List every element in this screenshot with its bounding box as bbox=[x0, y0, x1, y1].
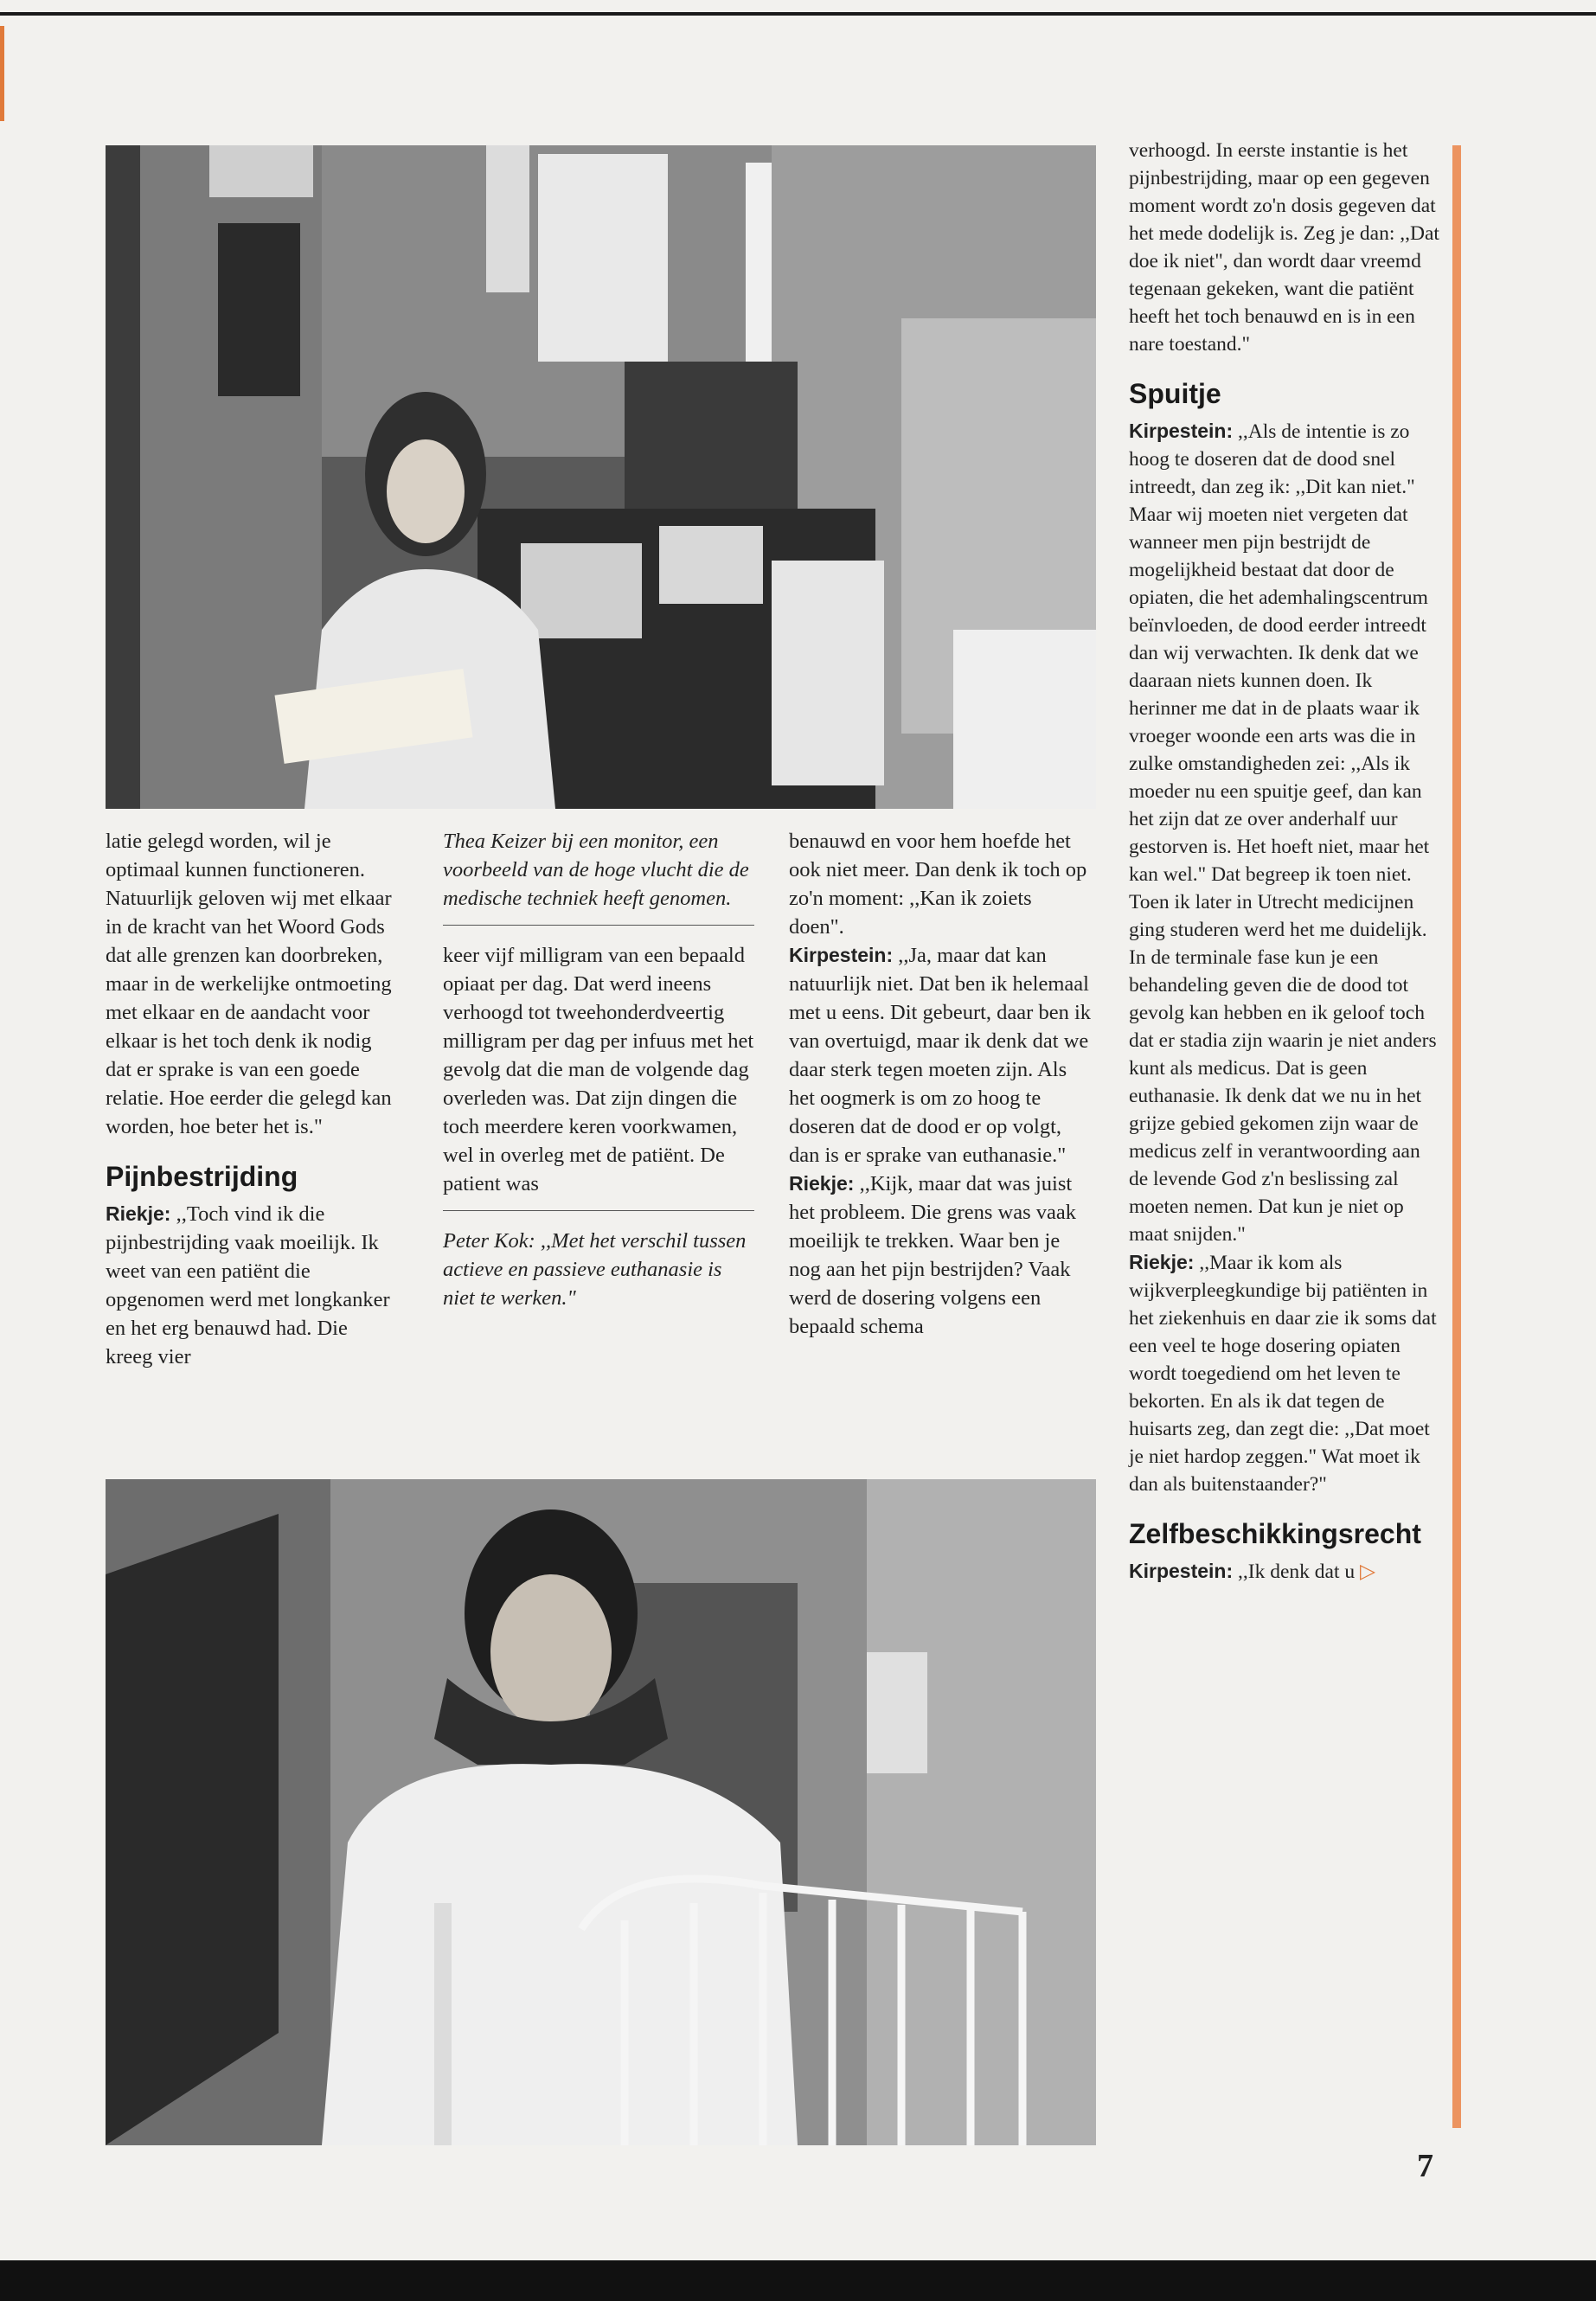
monitor-room-photo bbox=[106, 145, 1096, 809]
column-3-paragraph: benauwd en voor hem hoefde het ook niet meer. Dan denk ik toch op zo'n moment: ,,Kan ik zoiets doen". bbox=[789, 830, 1087, 939]
page-number: 7 bbox=[1417, 2148, 1433, 2184]
ward-photo bbox=[106, 1479, 1096, 2145]
speaker-text: ,,Als de intentie is zo hoog te doseren dat de dood snel intreedt, dan zeg ik: ,,Dit kan niet." Maar wij moeten niet vergeten dat wanneer men pijn bestrijdt de mogelijkheid bestaat dat door de opiaten, die het ademhalingscentrum beïnvloeden, de dood eerder intreedt dan wij verwachten. Ik denk dat we daaraan niets kunnen doen. Ik herinner me dat in de plaats waar ik vroeger woonde een arts was die in zulke omstandigheden zei: ,,Als ik moeder nu een spuitje geef, dan kan het zijn dat ze over anderhalf uur gestorven is. Het hoeft niet, maar het kan wel." Dat begreep ik toen niet. bbox=[1129, 420, 1430, 886]
speaker-text: ,,Ik denk dat u bbox=[1233, 1561, 1356, 1583]
column-1-paragraph bbox=[106, 1200, 400, 1371]
column-4-paragraph: verhoogd. In eerste instantie is het pijnbestrijding, maar op een gegeven moment wordt zo'n dosis gegeven dat het mede dodelijk is. Zeg je dan: ,,Dat doe ik niet", dan wordt daar vreemd tegenaan gekeken, want die patiënt heeft het toch benauwd en is in een nare toestand." bbox=[1129, 139, 1439, 356]
speaker-label: Kirpestein: bbox=[1129, 420, 1234, 442]
column-2-paragraph: keer vijf milligram van een bepaald opiaat per dag. Dat werd ineens verhoogd tot tweehonderdveertig milligram per dag per infuus met het gevolg dat die man de volgende dag overleden was. Dat zijn dingen die toch meerdere keren voorkwamen, wel in overleg met de patiënt. De patient was bbox=[443, 944, 754, 1195]
column-4-paragraph bbox=[1129, 1557, 1442, 1586]
accent-rule bbox=[1452, 145, 1461, 2128]
section-heading-zelfbeschikkingsrecht: Zelfbeschikkingsrecht bbox=[1129, 1518, 1421, 1549]
column-1-paragraph: latie gelegd worden, wil je optimaal kunnen functioneren. Natuurlijk geloven wij met elkaar in de kracht van het Woord Gods dat alle grenzen kan doorbreken, maar in de werkelijke ontmoeting met elkaar en de aandacht voor elkaar is het toch denk ik nodig dat er sprake is van een goede relatie. Hoe eerder die gelegd kan worden, hoe beter het is." bbox=[106, 830, 392, 1138]
column-3-paragraph bbox=[789, 1170, 1092, 1341]
top-rule bbox=[0, 12, 1596, 16]
speaker-text: ,,Ja, maar dat kan natuurlijk niet. Dat ben ik helemaal met u eens. Dit gebeurt, daar ben ik van overtuigd, maar ik denk dat we daar sterk tegen moeten zijn. Als het oogmerk is om zo hoog te doseren dat de dood er op volgt, dan is er sprake van euthanasie." bbox=[789, 944, 1092, 1167]
speaker-label: Riekje: bbox=[1129, 1251, 1195, 1273]
speaker-label: Riekje: bbox=[789, 1172, 855, 1195]
speaker-text: ,,Toch vind ik die pijnbestrijding vaak moeilijk. Ik weet van een patiënt die opgenomen werd met longkanker en het erg benauwd had. Die kreeg vier bbox=[106, 1202, 390, 1368]
caption-divider bbox=[443, 925, 754, 926]
speaker-label: Kirpestein: bbox=[1129, 1560, 1234, 1582]
photo-caption: Thea Keizer bij een monitor, een voorbeeld van de hoge vlucht die de medische techniek heeft genomen. bbox=[443, 830, 749, 910]
column-1 bbox=[106, 827, 400, 1371]
quote-divider bbox=[443, 1210, 754, 1211]
section-heading-spuitje: Spuitje bbox=[1129, 378, 1221, 409]
left-edge-mark bbox=[0, 26, 4, 121]
speaker-label: Riekje: bbox=[106, 1202, 171, 1225]
column-3 bbox=[789, 827, 1092, 1341]
pull-quote: Peter Kok: ,,Met het verschil tussen actieve en passieve euthanasie is niet te werken." bbox=[443, 1229, 747, 1310]
column-4 bbox=[1129, 137, 1442, 1586]
column-3-paragraph bbox=[789, 941, 1092, 1170]
speaker-text: ,,Maar ik kom als wijkverpleegkundige bij patiënten in het ziekenhuis en daar zie ik soms dat een veel te hoge dosering opiaten wordt toegediend om het leven te bekorten. En als ik dat tegen de huisarts zeg, dan zegt die: ,,Dat moet je niet hardop zeggen." Wat moet ik dan als buitenstaander?" bbox=[1129, 1252, 1437, 1496]
column-4-paragraph: Toen ik later in Utrecht medicijnen ging studeren werd het me duidelijk. In de terminale fase kun je een behandeling geven die de dood tot gevolg kan hebben en ik geloof toch dat er stadia zijn waarin je niet anders kunt als medicus. Dat is geen euthanasie. Ik denk dat we nu in het grijze gebied gekomen zijn waar de medicus zelf in verantwoording aan de levende God z'n beslissing zal moeten nemen. Dat kun je niet op maat snijden." bbox=[1129, 891, 1437, 1246]
column-2 bbox=[443, 827, 754, 1312]
continue-arrow-icon: ▷ bbox=[1359, 1559, 1376, 1583]
column-4-paragraph bbox=[1129, 1248, 1442, 1498]
speaker-label: Kirpestein: bbox=[789, 944, 894, 966]
section-heading-pijnbestrijding: Pijnbestrijding bbox=[106, 1161, 298, 1192]
speaker-text: ,,Kijk, maar dat was juist het probleem. Die grens was vaak moeilijk te trekken. Waar ben je nog aan het pijn bestrijden? Vaak werd de dosering volgens een bepaald schema bbox=[789, 1172, 1076, 1338]
bottom-bar bbox=[0, 2260, 1596, 2301]
column-4-paragraph bbox=[1129, 417, 1442, 888]
